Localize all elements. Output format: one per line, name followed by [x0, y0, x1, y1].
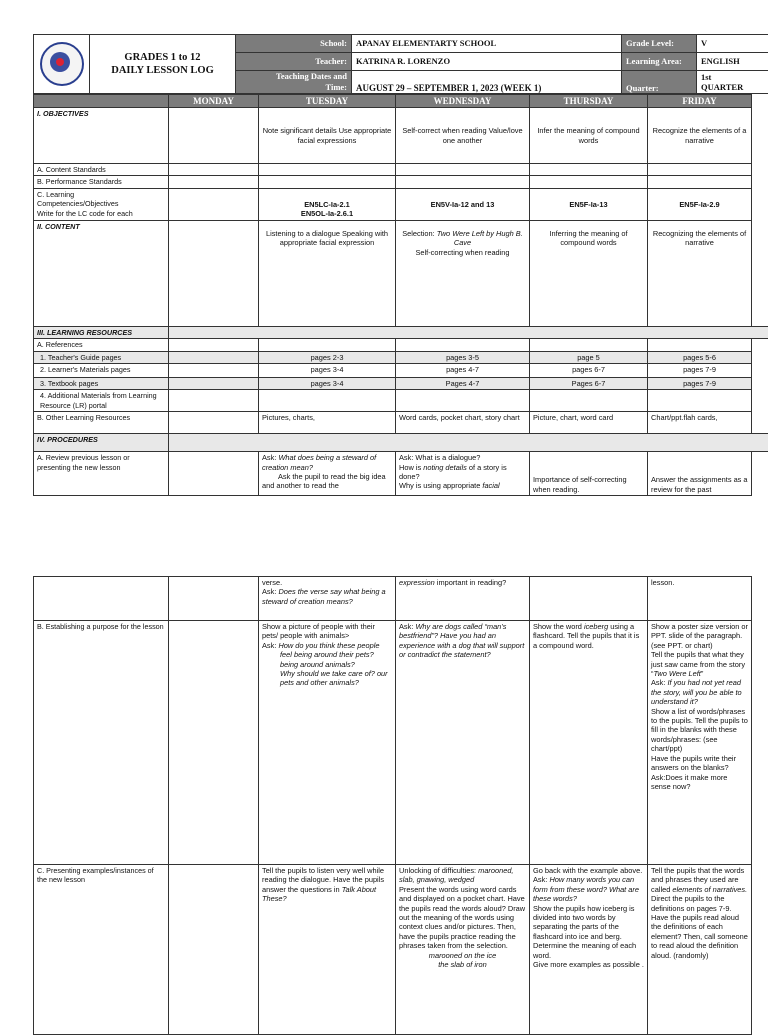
lm-friday: pages 7-9 [648, 364, 752, 378]
quarter-text: QUARTER [701, 82, 764, 92]
purpose-fri-3: Show a list of words/phrases to the pupils. Tell the pupils to fill in the blanks with these words/phrases: (see chart/ppt) [651, 707, 748, 754]
review-wed-noting: noting details [423, 463, 467, 472]
present-wed-1: Unlocking of difficulties: [399, 866, 478, 875]
tb-friday: pages 7-9 [648, 378, 752, 390]
tb-wednesday: Pages 4-7 [396, 378, 530, 390]
review-thursday: Importance of self-correcting when reading. [530, 452, 648, 496]
tb-thursday: Pages 6-7 [530, 378, 648, 390]
content-tuesday: Listening to a dialogue Speaking with appropriate facial expression [259, 220, 396, 326]
purpose-thursday [530, 621, 648, 865]
present-tue-title: Talk About These? [262, 885, 376, 903]
review-instruction: Ask the pupil to read the big idea and another to read the [262, 472, 386, 490]
present-label: C. Presenting examples/instances of the new lesson [34, 865, 169, 1035]
lesson-log-header [33, 34, 768, 94]
review-tuesday [259, 452, 396, 496]
area-value: ENGLISH [697, 53, 768, 71]
lm-label: 2. Learner's Materials pages [34, 364, 169, 378]
purpose-wednesday [396, 621, 530, 865]
present-thursday [530, 865, 648, 1035]
quarter-label: Quarter: [622, 71, 697, 94]
present-fri-1: Tell the pupils that the words and phrases they used are called [651, 866, 744, 894]
day-header-tuesday: TUESDAY [259, 95, 396, 108]
competencies-label [34, 188, 169, 220]
day-header-wednesday: WEDNESDAY [396, 95, 530, 108]
objectives-label: I. OBJECTIVES [34, 108, 169, 164]
purpose-fri-2: Tell the pupils that what they just saw came from the story “ [651, 650, 745, 678]
lm-thursday: pages 6-7 [530, 364, 648, 378]
competencies-label-2: Competencies/Objectives [37, 199, 165, 208]
corner-cell [34, 95, 169, 108]
day-header-monday: MONDAY [169, 95, 259, 108]
dates-value: AUGUST 29 – SEPTEMBER 1, 2023 (WEEK 1) [352, 71, 622, 94]
purpose-fri-quote: ” [701, 669, 703, 678]
content-wednesday [396, 220, 530, 326]
purpose-thu-2: using a flashcard. Tell the pupils that it is a compound word. [533, 622, 639, 650]
purpose-wed-q: Why are dogs called “man’s bestfriend”? Have you had an experience with a dog that will support or contradict the statement? [399, 622, 524, 659]
dates-label [236, 71, 352, 94]
title-line-2: DAILY LESSON LOG [94, 64, 231, 77]
teacher-label: Teacher: [236, 53, 352, 71]
other-monday [169, 412, 259, 434]
purpose-tue-q1: How do you think these people [278, 641, 379, 650]
title-line-1: GRADES 1 to 12 [94, 51, 231, 64]
lc-code-1: EN5LC-Ia-2.1 [262, 200, 392, 209]
purpose-fri-5: Ask:Does it make more sense now? [651, 773, 727, 791]
ask-prefix-2: Ask: [262, 587, 278, 596]
present-tue-1: Tell the pupils to listen very well while reading the dialogue. Have the pupils answer the questions in [262, 866, 384, 894]
other-friday: Chart/ppt.flah cards, [648, 412, 752, 434]
purpose-tue-q3: Why should we take care of? our pets and other animals? [262, 669, 392, 688]
review-question: What does being a steward of creation mean? [262, 453, 376, 471]
review-wed-why: Why is using appropriate [399, 481, 482, 490]
competencies-label-3: Write for the LC code for each [37, 209, 165, 218]
competencies-friday: EN5F-Ia-2.9 [648, 188, 752, 220]
school-label: School: [236, 35, 352, 53]
tg-tuesday: pages 2-3 [259, 351, 396, 363]
references-label: A. References [34, 339, 169, 351]
purpose-fri-ask: Ask: [651, 678, 667, 687]
review-label: A. Review previous lesson or presenting the new lesson [34, 452, 169, 496]
content-friday: Recognizing the elements of narrative [648, 220, 752, 326]
present-thu-q: How many words you can form from these word? What are these words? [533, 875, 639, 903]
resources-label: III. LEARNING RESOURCES [34, 326, 169, 338]
selection-title: Two Were Left by Hugh B. Cave [437, 229, 523, 247]
procedures-label: IV. PROCEDURES [34, 434, 169, 452]
other-wednesday: Word cards, pocket chart, story chart [396, 412, 530, 434]
verse-question: Does the verse say what being a steward of creation means? [262, 587, 386, 605]
lesson-log-table [33, 94, 768, 496]
tg-label: 1. Teacher's Guide pages [34, 351, 169, 363]
tb-monday [169, 378, 259, 390]
content-thursday: Inferring the meaning of compound words [530, 220, 648, 326]
tg-thursday: page 5 [530, 351, 648, 363]
cont-wed-expression: expression [399, 578, 435, 587]
purpose-tuesday [259, 621, 396, 865]
other-tuesday: Pictures, charts, [259, 412, 396, 434]
competencies-label-1: C. Learning [37, 190, 165, 199]
document-title [90, 35, 236, 94]
tg-wednesday: pages 3-5 [396, 351, 530, 363]
purpose-label: B. Establishing a purpose for the lesson [34, 621, 169, 865]
resources-band [169, 326, 768, 338]
ask-prefix: Ask: [262, 453, 278, 462]
review-wed-line1: Ask: What is a dialogue? [399, 453, 480, 462]
present-friday [648, 865, 752, 1035]
tg-monday [169, 351, 259, 363]
purpose-tue-1: Show a picture of people with their pets/ people with animals> [262, 622, 375, 640]
purpose-fri-4: Have the pupils write their answers on the blanks? [651, 754, 736, 772]
lm-monday [169, 364, 259, 378]
present-wed-2: Present the words using word cards and displayed on a pocket chart. Have the pupils read the words aloud? Draw out the meaning of the words using context clues and/or pictures. Then, have the pupils practice reading the phrases taken from the selection. [399, 885, 525, 950]
present-thu-1: Go back with the example above. [533, 866, 642, 875]
edge [752, 108, 768, 164]
lc-code-2: EN5OL-Ia-2.6.1 [262, 209, 392, 218]
school-value: APANAY ELEMENTARTY SCHOOL [352, 35, 622, 53]
objectives-friday: Recognize the elements of a narrative [648, 108, 752, 164]
edge-cell [752, 95, 768, 108]
present-fri-term: elements of narratives. [672, 885, 747, 894]
present-fri-2: Direct the pupils to the definitions on pages 7-9. Have the pupils read aloud the definitions of each element? Then, call someone to read aloud the definition aloud. (randomly) [651, 894, 748, 959]
present-thu-ask: Ask: [533, 875, 549, 884]
content-standards-label: A. Content Standards [34, 164, 169, 176]
other-thursday: Picture, chart, word card [530, 412, 648, 434]
review-wed-how: How is [399, 463, 423, 472]
purpose-thu-1: Show the word [533, 622, 584, 631]
present-wed-phrase-1: marooned on the ice [399, 951, 526, 960]
day-header-friday: FRIDAY [648, 95, 752, 108]
deped-seal [34, 35, 90, 94]
tg-friday: pages 5-6 [648, 351, 752, 363]
cont-wed-rest: important in reading? [435, 578, 507, 587]
lm-tuesday: pages 3-4 [259, 364, 396, 378]
cont-wednesday [396, 577, 530, 621]
purpose-fri-story: Two Were Left [653, 669, 700, 678]
lesson-log-table-continued [33, 576, 768, 1035]
grade-label: Grade Level: [622, 35, 697, 53]
purpose-tue-q2: feel being around their pets? being around animals? [262, 650, 392, 669]
seal-icon [40, 42, 84, 86]
verse-text: verse. [262, 578, 282, 587]
objectives-thursday: Infer the meaning of compound words [530, 108, 648, 164]
review-wednesday [396, 452, 530, 496]
present-wed-phrase-2: the slab of iron [399, 960, 526, 969]
quarter-value [697, 71, 768, 94]
cont-friday: lesson. [648, 577, 752, 621]
present-thu-3: Give more examples as possible . [533, 960, 644, 969]
content-wednesday-2: Self-correcting when reading [415, 248, 509, 257]
dates-label-2: Time: [240, 82, 347, 93]
lm-wednesday: pages 4-7 [396, 364, 530, 378]
additional-materials-label: 4. Additional Materials from Learning Resource (LR) portal [34, 390, 169, 412]
day-header-thursday: THURSDAY [530, 95, 648, 108]
purpose-tue-ask: Ask: [262, 641, 278, 650]
review-friday: Answer the assignments as a review for the past [648, 452, 752, 496]
content-label: II. CONTENT [34, 220, 169, 326]
tb-label: 3. Textbook pages [34, 378, 169, 390]
purpose-fri-1: Show a poster size version or PPT. slide of the paragraph. (see PPT. or chart) [651, 622, 748, 650]
cont-tuesday [259, 577, 396, 621]
objectives-wednesday: Self-correct when reading Value/love one another [396, 108, 530, 164]
performance-standards-label: B. Performance Standards [34, 176, 169, 188]
tb-tuesday: pages 3-4 [259, 378, 396, 390]
dates-label-1: Teaching Dates and [240, 71, 347, 82]
purpose-fri-q: If you had not yet read the story, will you be able to understand it? [651, 678, 742, 706]
competencies-tuesday [259, 188, 396, 220]
present-wed-words: marooned, slab, gnawing, wedged [399, 866, 514, 884]
quarter-number: 1st [701, 72, 764, 82]
review-wed-rest: of a story is done? [399, 463, 507, 481]
competencies-wednesday: EN5V-Ia-12 and 13 [396, 188, 530, 220]
procedures-band [169, 434, 768, 452]
purpose-wed-ask: Ask: [399, 622, 415, 631]
teacher-value: KATRINA R. LORENZO [352, 53, 622, 71]
other-resources-label: B. Other Learning Resources [34, 412, 169, 434]
area-label: Learning Area: [622, 53, 697, 71]
purpose-friday [648, 621, 752, 865]
grade-value: V [697, 35, 768, 53]
present-wednesday [396, 865, 530, 1035]
purpose-thu-word: iceberg [584, 622, 608, 631]
review-wed-facial: facial [482, 481, 499, 490]
objectives-tuesday: Note significant details Use appropriate facial expressions [259, 108, 396, 164]
objectives-monday [169, 108, 259, 164]
present-tuesday [259, 865, 396, 1035]
present-thu-2: Show the pupils how iceberg is divided into two words by separating the parts of the flashcard into ice and berg. Determine the meaning of each word. [533, 904, 636, 960]
competencies-thursday: EN5F-Ia-13 [530, 188, 648, 220]
selection-prefix: Selection: [402, 229, 437, 238]
